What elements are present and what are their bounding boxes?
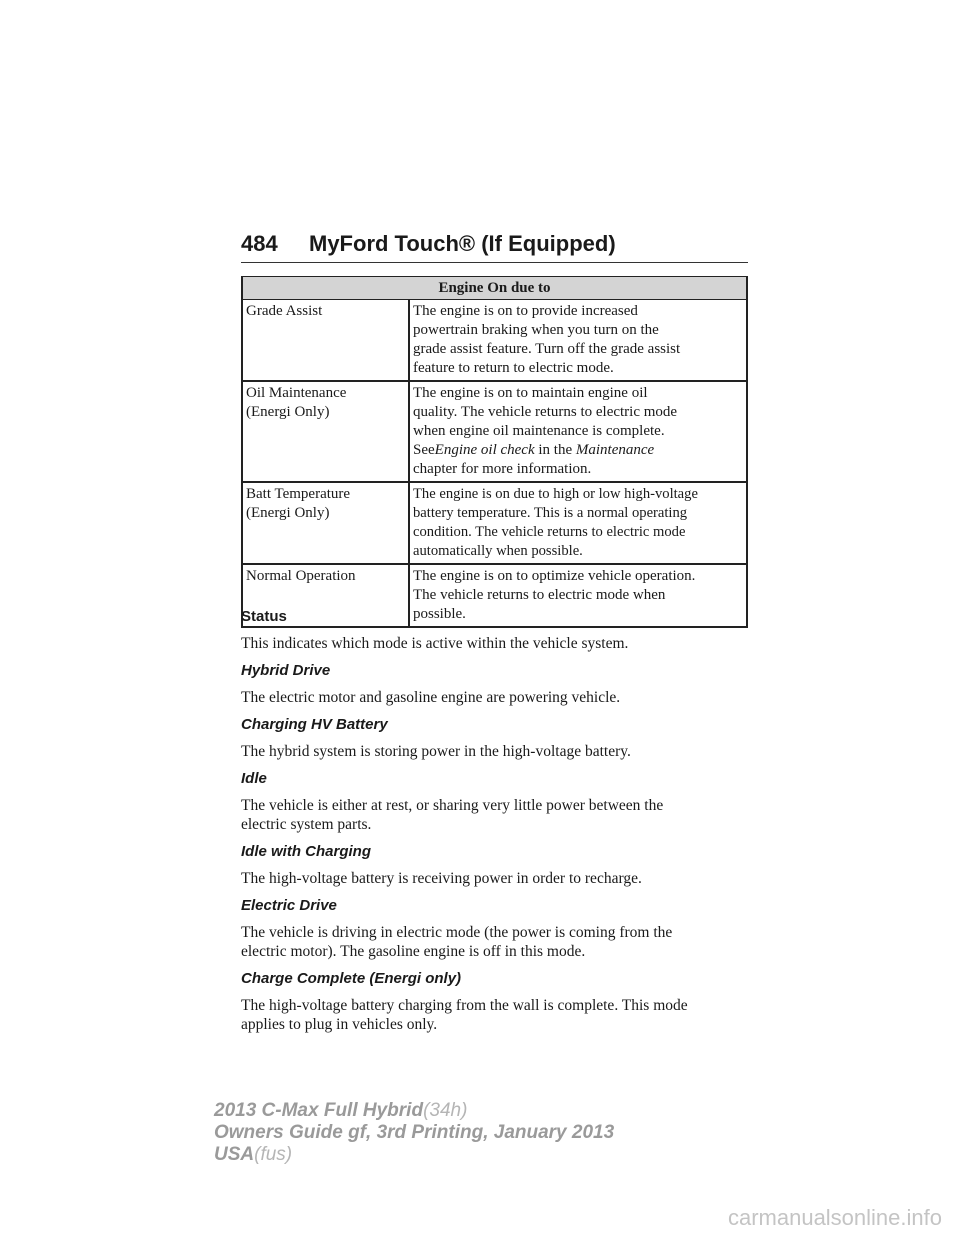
mode-heading: Idle with Charging (241, 843, 371, 860)
table-row (242, 381, 747, 482)
page-number: 484 (241, 231, 278, 256)
status-heading: Status (241, 608, 287, 625)
table-row (242, 482, 747, 564)
footer-model: 2013 C-Max Full Hybrid (214, 1100, 424, 1121)
mode-text: The high-voltage battery charging from the wall is complete. This mode applies to plug in vehicles only. (241, 997, 688, 1033)
status-text: This indicates which mode is active within the vehicle system. (241, 635, 629, 652)
footer-edition: Owners Guide gf, 3rd Printing, January 2013 (214, 1122, 615, 1143)
table-heading: Engine On due to (242, 277, 747, 300)
mode-heading: Charge Complete (Energi only) (241, 970, 462, 987)
document-footer (214, 1100, 614, 1166)
row-description: The engine is on due to high or low high-voltage battery temperature. This is a normal operating condition. The vehicle returns to electric mode automatically when possible. (409, 482, 747, 564)
footer-market-code: (fus) (254, 1144, 293, 1165)
mode-text: The electric motor and gasoline engine are powering vehicle. (241, 689, 621, 706)
watermark: carmanualsonline.info (727, 1205, 942, 1230)
footer-model-code: (34h) (423, 1100, 468, 1121)
mode-heading: Hybrid Drive (241, 662, 331, 679)
header-divider (241, 262, 748, 263)
row-description: The engine is on to optimize vehicle operation. The vehicle returns to electric mode when possible. (409, 564, 747, 627)
row-name: Oil Maintenance (Energi Only) (242, 381, 409, 482)
mode-text: The high-voltage battery is receiving power in order to recharge. (241, 870, 642, 887)
footer-market: USA (214, 1144, 255, 1165)
mode-text: The vehicle is driving in electric mode (the power is coming from the electric motor). The gasoline engine is off in this mode. (241, 924, 673, 960)
table-row (242, 300, 747, 382)
chapter-title: MyFord Touch® (If Equipped) (309, 231, 616, 256)
row-name: Normal Operation (242, 564, 409, 627)
status-section (241, 608, 748, 1043)
ref-maintenance: Maintenance (575, 442, 655, 458)
cross-reference: SeeEngine oil check in the Maintenance (413, 442, 655, 458)
row-name: Batt Temperature (Energi Only) (242, 482, 409, 564)
ref-engine-oil-check: Engine oil check (434, 442, 535, 458)
page-header (241, 231, 616, 257)
mode-heading: Electric Drive (241, 897, 337, 914)
mode-text: The hybrid system is storing power in the high-voltage battery. (241, 743, 631, 760)
row-description: The engine is on to maintain engine oil quality. The vehicle returns to electric mode when engine oil maintenance is complete. SeeEngine oil check in the Maintenance chapter for more information. (409, 381, 747, 482)
mode-heading: Charging HV Battery (241, 716, 388, 733)
engine-on-table (241, 276, 748, 628)
mode-heading: Idle (241, 770, 267, 787)
row-description: The engine is on to provide increased powertrain braking when you turn on the grade assist feature. Turn off the grade assist feature to return to electric mode. (409, 300, 747, 382)
mode-text: The vehicle is either at rest, or sharing very little power between the electric system parts. (241, 797, 664, 833)
row-name: Grade Assist (242, 300, 409, 382)
